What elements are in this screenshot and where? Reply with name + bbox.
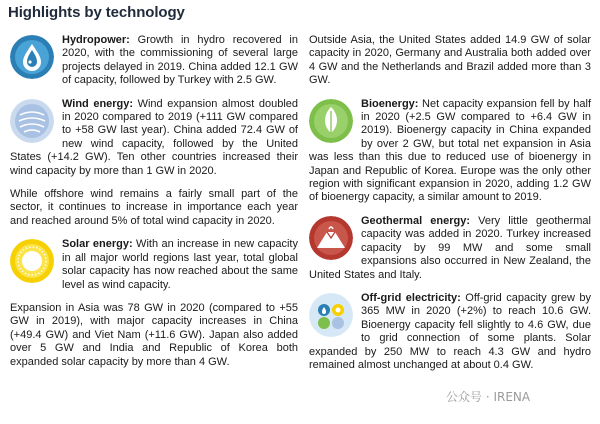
geothermal-text: Very little geothermal capacity was added in 2020. Turkey increased capacity by 99 MW and some small expansions also occurred in New Zealand, the United States and Italy. xyxy=(309,214,591,281)
wind-heading: Wind energy: xyxy=(62,97,134,110)
leaf-icon xyxy=(309,99,353,143)
water-drop-icon xyxy=(10,35,54,79)
solar-heading: Solar energy: xyxy=(62,238,133,251)
asia-solar-paragraph: Expansion in Asia was 78 GW in 2020 (compared to +55 GW in 2019), with major capacity increases in China (+49.4 GW) and Viet Nam (+11.6 GW). Japan also added over 5 GW and India and Republic of Korea both expanded solar capacity by more than 4 GW. xyxy=(10,301,298,368)
geothermal-section xyxy=(309,215,591,282)
hydropower-section xyxy=(10,34,298,88)
solar-section xyxy=(10,238,298,292)
volcano-icon xyxy=(309,216,353,260)
page-title: Highlights by technology xyxy=(8,4,185,21)
sun-icon xyxy=(10,239,54,283)
geothermal-heading: Geothermal energy: xyxy=(361,214,470,227)
watermark: 公众号 · IRENA xyxy=(446,390,531,404)
outside-asia-paragraph: Outside Asia, the United States added 14.9 GW of solar capacity in 2020, Germany and Australia both added over 4 GW and the Netherlands and Brazil added more than 3 GW. xyxy=(309,34,591,87)
bioenergy-heading: Bioenergy: xyxy=(361,97,419,110)
wind-turbine-icon xyxy=(10,99,54,143)
off-grid-text: Off-grid capacity grew by 365 MW in 2020 (+2%) to reach 10.6 GW. Bioenergy capacity fell slightly to 4.6 GW, due to grid connection of some plants. Solar expanded by 250 MW to reach 4.3 GW and hydro remained almost unchanged at about 0.4 GW. xyxy=(309,291,592,371)
hydropower-text: Growth in hydro recovered in 2020, with the commissioning of several large projects delayed in 2019. China added 12.1 GW of capacity, followed by Turkey with 2.5 GW. xyxy=(62,34,298,87)
offshore-paragraph: While offshore wind remains a fairly small part of the sector, it continues to increase in importance each year and reached around 5% of total wind capacity in 2020. xyxy=(10,188,298,227)
wind-section xyxy=(10,98,298,178)
right-column xyxy=(309,34,591,382)
wind-text: Wind expansion almost doubled in 2020 compared to 2019 (+111 GW compared to +58 GW last year). China added 72.4 GW of new wind capacity, followed by the United States (+14.2 GW). Ten other countries increased their wind capacity by more than 1 GW in 2020. xyxy=(10,97,298,177)
hydropower-heading: Hydropower: xyxy=(62,34,130,46)
off-grid-icon xyxy=(309,293,353,337)
left-column xyxy=(10,34,298,379)
off-grid-section xyxy=(309,292,591,372)
solar-text: With an increase in new capacity in all major world regions last year, total global solar capacity has now reached about the same level as wind capacity. xyxy=(62,238,298,291)
off-grid-heading: Off-grid electricity: xyxy=(361,291,461,304)
bioenergy-text: Net capacity expansion fell by half in 2020 (+2.5 GW compared to +6.4 GW in 2019). Bioenergy capacity in China expanded by over 2 GW, but total net expansion in Asia was less than this due to reduced use of bioenergy in Japan and Republic of Korea. Europe was the only other region with significant expansion in 2020, adding 1.2 GW of bioenergy capacity, a similar amount to 2019. xyxy=(309,97,591,204)
bioenergy-section xyxy=(309,98,591,205)
